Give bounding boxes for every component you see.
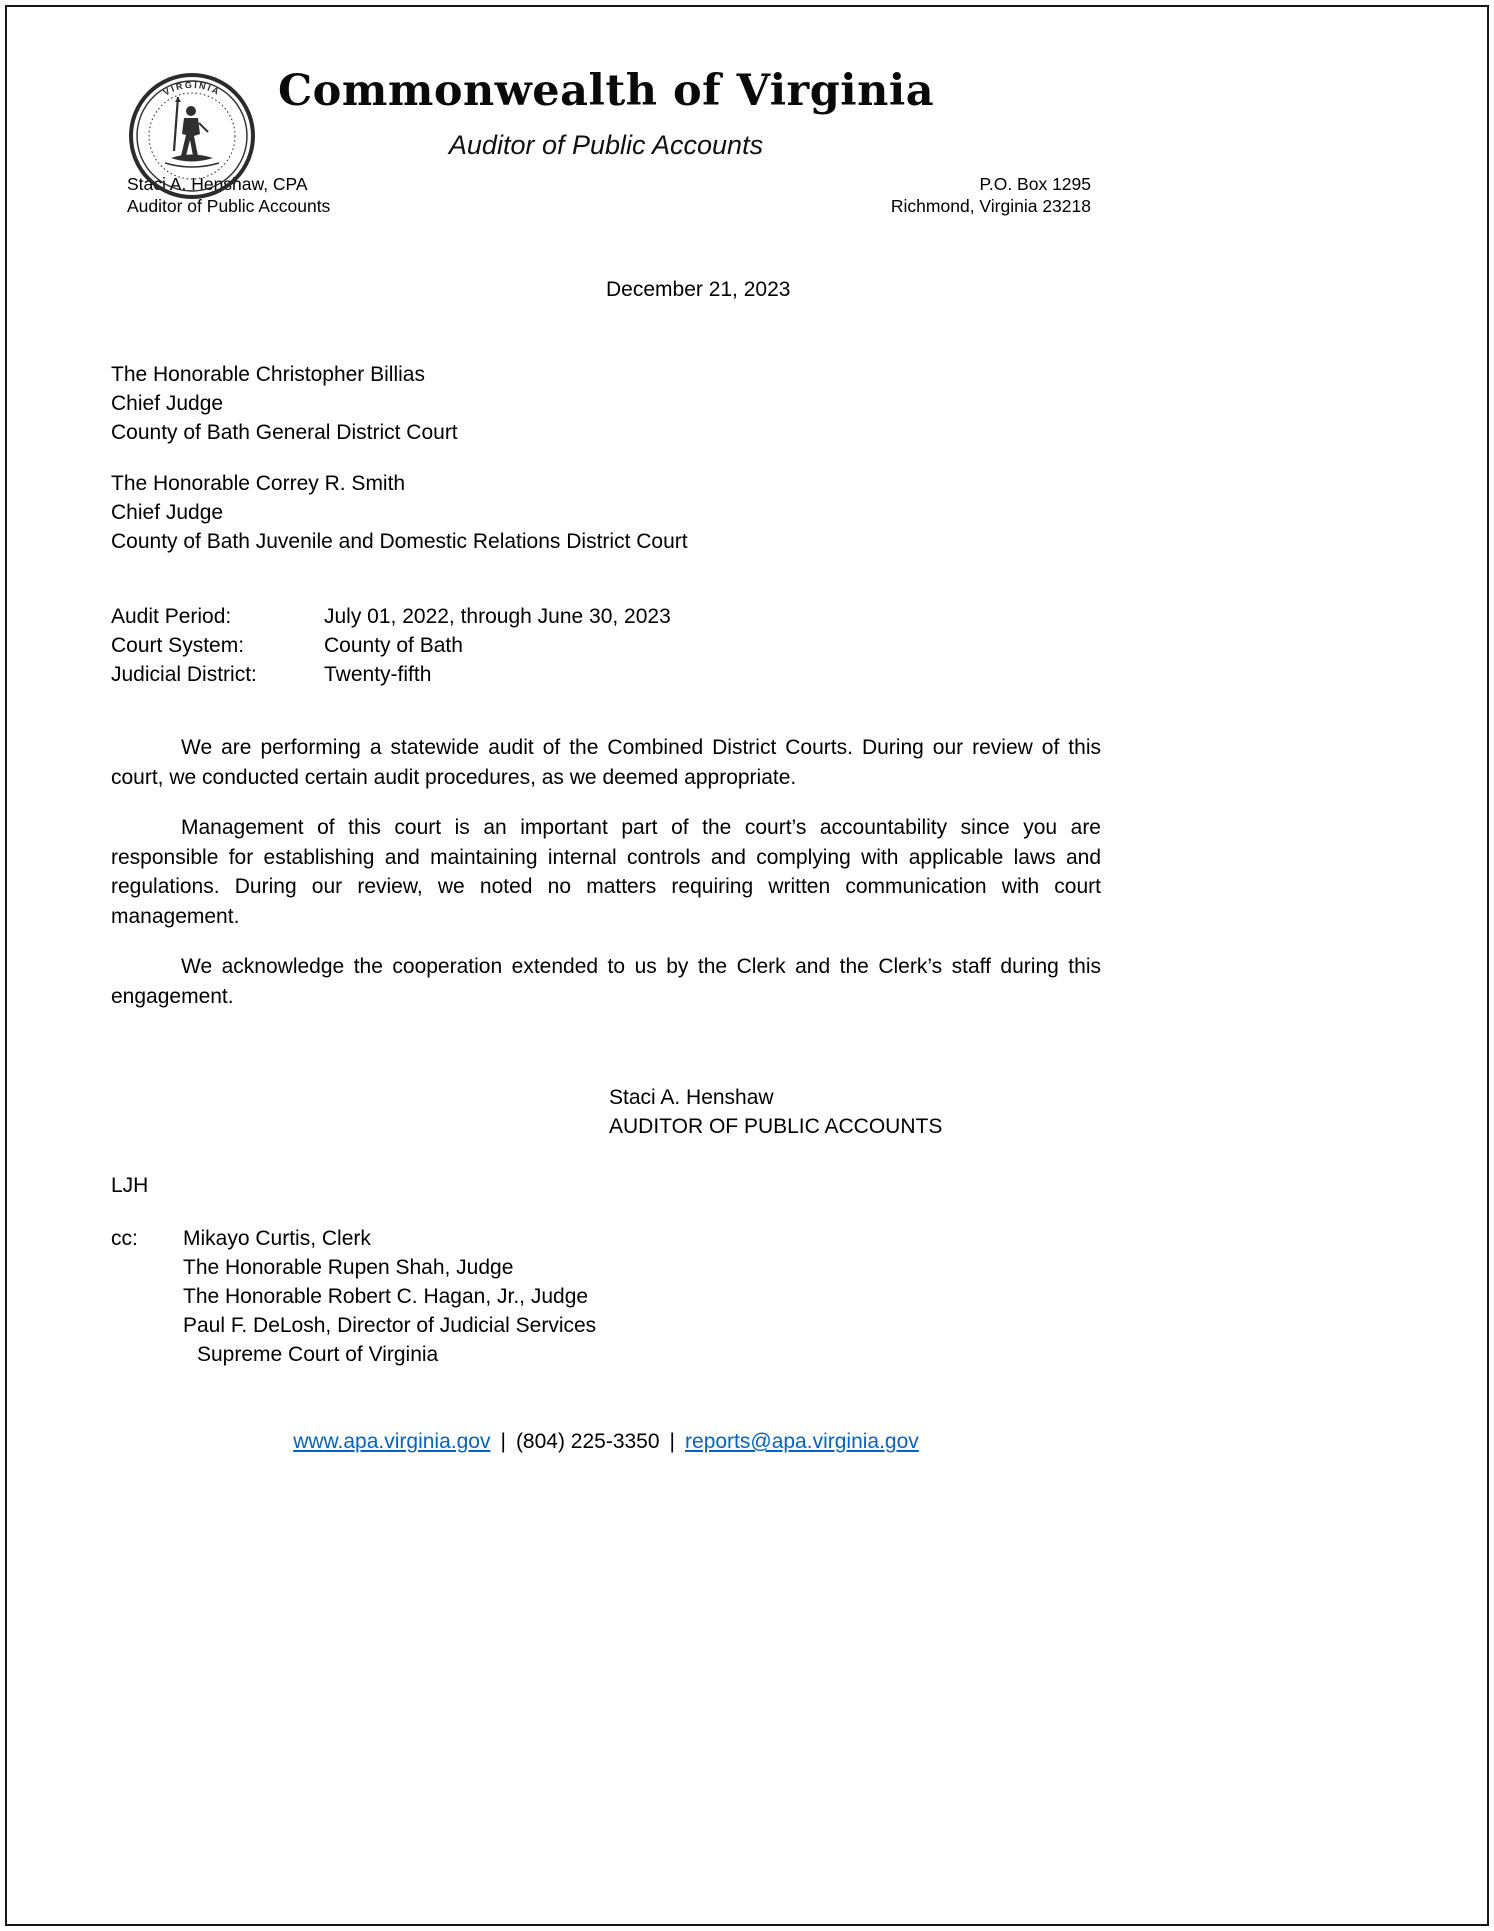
cc-item: The Honorable Rupen Shah, Judge xyxy=(183,1256,514,1279)
office-address-block xyxy=(891,173,1091,217)
recipient-block-1 xyxy=(111,360,1101,447)
auditor-title: Auditor of Public Accounts xyxy=(127,196,331,216)
recipient-court: County of Bath Juvenile and Domestic Relations District Court xyxy=(111,530,688,553)
org-title: Commonwealth of Virginia xyxy=(277,66,935,116)
audit-period-label: Audit Period: xyxy=(111,605,232,628)
footer-contact-line xyxy=(111,1427,1101,1456)
typist-initials: LJH xyxy=(111,1174,149,1197)
audit-info-block xyxy=(111,602,1101,689)
audit-info-row xyxy=(111,631,1101,660)
phone-number: (804) 225-3350 xyxy=(515,1430,660,1453)
cc-item-sub: Supreme Court of Virginia xyxy=(197,1343,439,1366)
paragraph-2: Management of this court is an important part of the court’s accountability since you are responsible for establishing and maintaining internal controls and complying with applicable laws and regulations. During our review, we noted no matters requiring written communication with court management. xyxy=(111,816,1101,928)
recipient-block-2 xyxy=(111,469,1101,556)
org-subtitle: Auditor of Public Accounts xyxy=(448,130,764,160)
court-system-label: Court System: xyxy=(111,634,245,657)
audit-period-value: July 01, 2022, through June 30, 2023 xyxy=(324,605,671,628)
paragraph-3: We acknowledge the cooperation extended to us by the Clerk and the Clerk’s staff during this engagement. xyxy=(111,955,1101,1008)
cc-list xyxy=(183,1224,596,1369)
footer-separator: | xyxy=(669,1430,676,1453)
court-system-value: County of Bath xyxy=(324,634,463,657)
judicial-district-value: Twenty-fifth xyxy=(324,663,432,686)
letterhead xyxy=(7,7,1487,217)
signature-name: Staci A. Henshaw xyxy=(609,1086,774,1109)
website-link[interactable]: www.apa.virginia.gov xyxy=(293,1430,491,1453)
recipient-court: County of Bath General District Court xyxy=(111,421,458,444)
virginia-state-seal xyxy=(127,71,257,201)
email-link[interactable]: reports@apa.virginia.gov xyxy=(685,1430,919,1453)
city-state-zip: Richmond, Virginia 23218 xyxy=(890,196,1091,216)
auditor-name: Staci A. Henshaw, CPA xyxy=(127,174,308,194)
seal-text: VIRGINIA xyxy=(161,79,223,98)
masthead xyxy=(111,65,1101,161)
letterhead-contact-row xyxy=(111,173,1101,217)
recipient-name: The Honorable Correy R. Smith xyxy=(111,472,406,495)
audit-info-row xyxy=(111,602,1101,631)
recipient-name: The Honorable Christopher Billias xyxy=(111,363,425,386)
letter-date: December 21, 2023 xyxy=(606,278,791,301)
cc-block xyxy=(111,1224,1101,1369)
po-box: P.O. Box 1295 xyxy=(979,174,1091,194)
paragraph-1: We are performing a statewide audit of the Combined District Courts. During our review of this court, we conducted certain audit procedures, as we deemed appropriate. xyxy=(111,736,1101,789)
judicial-district-label: Judicial District: xyxy=(111,663,257,686)
recipient-title: Chief Judge xyxy=(111,392,224,415)
svg-text:VIRGINIA xyxy=(162,80,223,98)
cc-item: Paul F. DeLosh, Director of Judicial Services xyxy=(183,1314,597,1337)
cc-item: Mikayo Curtis, Clerk xyxy=(183,1227,371,1250)
footer-separator: | xyxy=(500,1430,506,1453)
audit-info-row xyxy=(111,660,1101,689)
letter-paragraphs xyxy=(111,733,1101,1011)
recipient-title: Chief Judge xyxy=(111,501,224,524)
letter-page xyxy=(5,5,1489,1926)
signature-block xyxy=(609,1083,1101,1141)
cc-label: cc: xyxy=(111,1227,138,1250)
signature-title: AUDITOR OF PUBLIC ACCOUNTS xyxy=(609,1115,943,1138)
letter-body xyxy=(111,275,1101,1456)
cc-item: The Honorable Robert C. Hagan, Jr., Judge xyxy=(183,1285,589,1308)
